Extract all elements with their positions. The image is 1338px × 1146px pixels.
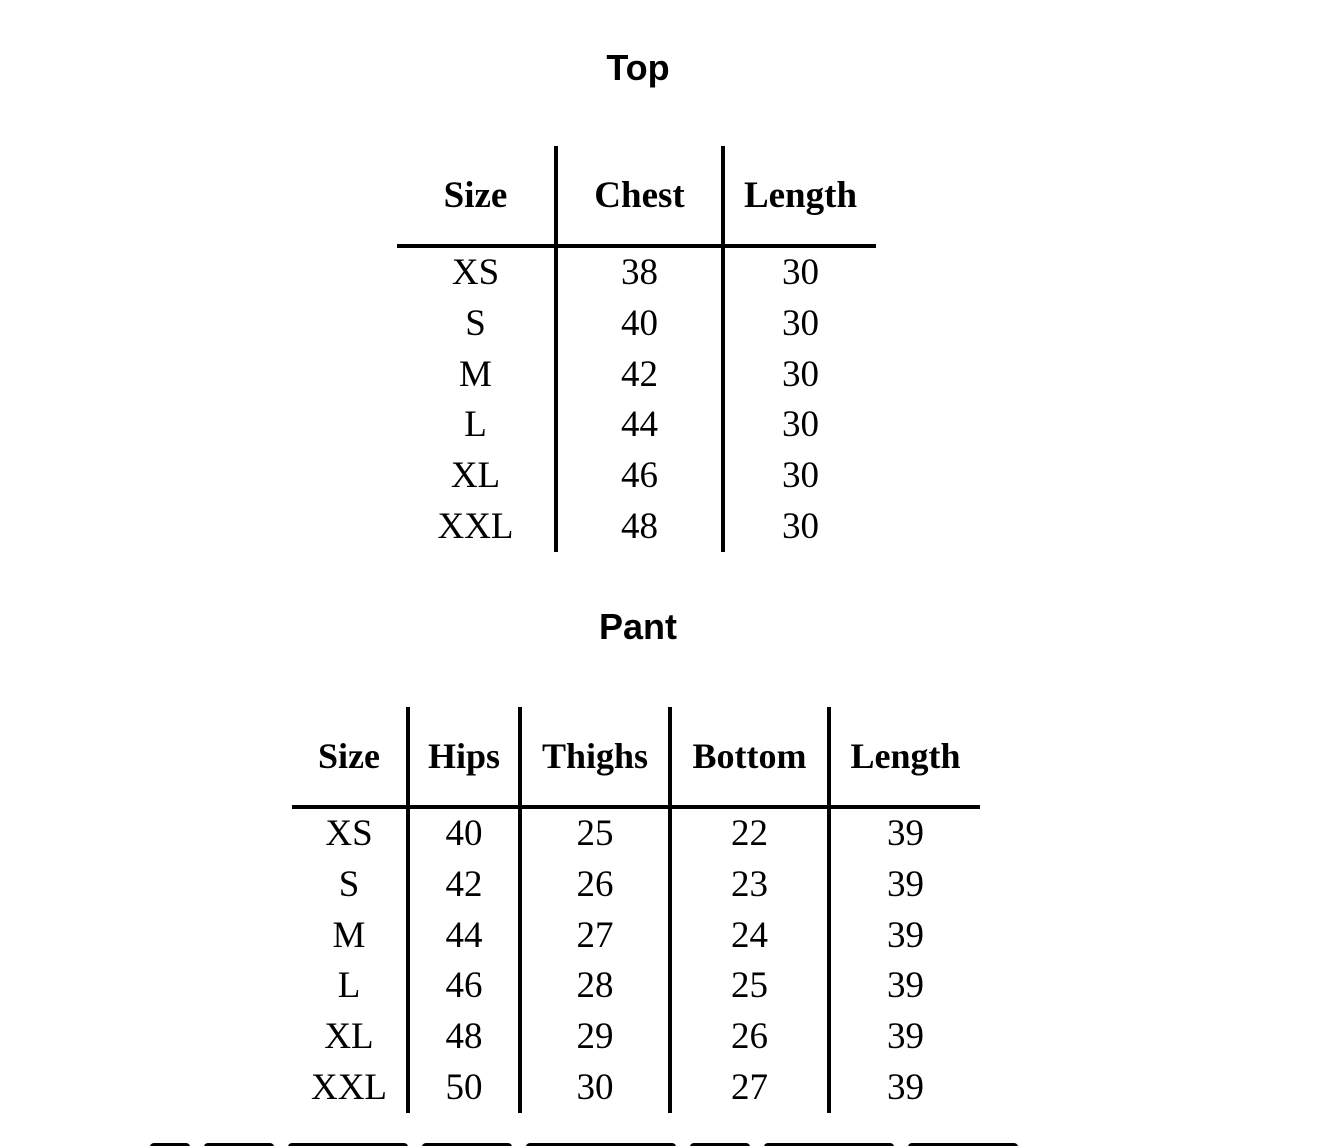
table-row [292,1062,980,1113]
table-row [292,860,980,911]
measurement-cell: 28 [520,961,670,1012]
measurement-cell: 30 [723,451,876,502]
pant-size-chart-title: Pant [598,606,677,647]
measurement-cell: 30 [723,501,876,552]
measurement-cell: 25 [520,807,670,860]
header-chest: Chest [556,146,723,246]
measurement-cell: 42 [556,349,723,400]
pant-size-table [292,707,980,1113]
measurement-cell: 39 [829,1012,980,1063]
measurement-cell: 26 [670,1012,829,1063]
header-hips: Hips [408,707,520,807]
table-row [397,246,876,299]
header-size: Size [292,707,408,807]
measurement-cell: 38 [556,246,723,299]
table-header-row [397,146,876,246]
table-row [292,807,980,860]
measurement-cell: 50 [408,1062,520,1113]
measurement-cell: 40 [408,807,520,860]
measurement-cell: 30 [723,349,876,400]
measurement-cell: 22 [670,807,829,860]
table-row [397,451,876,502]
measurement-cell: 39 [829,961,980,1012]
measurement-cell: 26 [520,860,670,911]
size-cell: L [464,404,487,446]
measurement-cell: 46 [556,451,723,502]
table-row [397,349,876,400]
size-cell: XL [450,455,501,497]
measurement-cell: 48 [408,1012,520,1063]
measurement-cell: 30 [723,400,876,451]
table-row [292,1012,980,1063]
pant-table-body [292,807,980,1113]
measurement-cell: 24 [670,910,829,961]
top-size-table [397,146,876,552]
header-bottom: Bottom [670,707,829,807]
size-cell: S [338,864,360,906]
size-cell: XXL [437,505,514,547]
size-cell: XL [324,1016,374,1058]
measurement-cell: 39 [829,910,980,961]
table-header-row [292,707,980,807]
header-size: Size [397,146,556,246]
table-row [397,400,876,451]
measurement-cell: 44 [408,910,520,961]
measurement-cell: 30 [723,246,876,299]
size-cell: XXL [310,1066,388,1108]
measurement-cell: 25 [670,961,829,1012]
cut-off-footer-text [150,1138,1110,1146]
measurement-cell: 48 [556,501,723,552]
measurement-cell: 40 [556,299,723,350]
measurement-cell: 29 [520,1012,670,1063]
size-cell: XS [325,813,373,855]
measurement-cell: 39 [829,807,980,860]
size-cell: M [332,914,366,956]
size-cell: XS [451,252,500,294]
measurement-cell: 42 [408,860,520,911]
table-row [292,961,980,1012]
measurement-cell: 30 [520,1062,670,1113]
measurement-cell: 23 [670,860,829,911]
measurement-cell: 27 [670,1062,829,1113]
size-cell: S [465,303,486,345]
header-thighs: Thighs [520,707,670,807]
measurement-cell: 30 [723,299,876,350]
header-length: Length [829,707,980,807]
size-cell: L [337,965,361,1007]
measurement-cell: 46 [408,961,520,1012]
measurement-cell: 44 [556,400,723,451]
header-length: Length [723,146,876,246]
size-cell: M [459,353,492,395]
top-table-body [397,246,876,552]
measurement-cell: 39 [829,1062,980,1113]
measurement-cell: 39 [829,860,980,911]
table-row [397,501,876,552]
measurement-cell: 27 [520,910,670,961]
top-size-chart-title: Top [606,47,670,88]
table-row [292,910,980,961]
table-row [397,299,876,350]
